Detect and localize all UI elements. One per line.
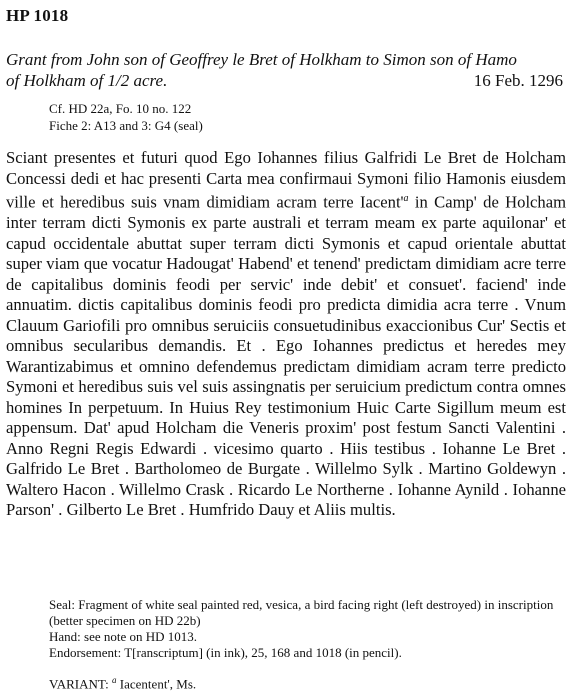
heading-line-1: Grant from John son of Geoffrey le Bret of Holkham to Simon son of Hamo (6, 50, 517, 69)
document-heading (6, 49, 563, 91)
variant-note (49, 672, 196, 692)
reference-line: Fiche 2: A13 and 3: G4 (seal) (49, 118, 203, 133)
document-date: 16 Feb. 1296 (473, 71, 563, 90)
seal-note: Seal: Fragment of white seal painted red, vesica, a bird facing right (left destroyed) in inscription (better specimen on HD 22b) (49, 597, 554, 628)
hand-note: Hand: see note on HD 1013. (49, 629, 198, 644)
heading-line-2: of Holkham of 1/2 acre. (6, 71, 168, 90)
charter-text-part: Sciant presentes et futuri quod Ego Iohannes filius Galfridi Le Bret de Holcham Concessi dedi et hac presenti Carta mea confirmaui Symoni filio Hamonis eiusdem ville et heredibus suis vnam dimidiam acram terre Iacent' (6, 148, 566, 212)
endorsement-note: Endorsement: T[ranscriptum] (in ink), 25, 168 and 1018 (in pencil). (49, 645, 402, 660)
charter-text (6, 148, 566, 521)
document-number: HP 1018 (6, 6, 69, 25)
reference-line: Cf. HD 22a, Fo. 10 no. 122 (49, 101, 192, 116)
variant-text: Iacentent', Ms. (116, 676, 197, 692)
notes (49, 597, 567, 661)
variant-label: VARIANT: (49, 676, 109, 692)
variant-note-marker: a (112, 675, 117, 685)
charter-text-part: in Camp' de Holcham inter terram dicti Symonis ex parte australi et terram meam ex parte aquilonar' et capud occidentale abuttat super terram dicti Symonis et capud orientale abuttat super viam que vocatur Hadougat' Habend' et tenend' predictam dimidiam acre terre de capitalibus dominis feodi per servic' inde debit' et consuet'. faciend' inde annuatim. dictis capitalibus dominis feodi pro predicta dimidia acra terre . Vnum Clauum Gariofili pro omnibus seruiciis consuetudinibus exaccionibus Cur' Sectis et omnibus secularibus demandis. Et . Ego Iohannes predictus et heredes mey Warantizabimus et omnino defendemus predictam dimidiam acram terre predicto Symoni et heredibus suis vel suis assingnatis per seruicium predictum contra omnes homines In perpetuum. In Huius Rey testimonium Huic Carte Sigillum meum est appensum. Dat' apud Holcham die Veneris proxim' post festum Sancti Valentini . Anno Regni Regis Edwardi . vicesimo quarto . Hiis testibus . Iohanne Le Bret . Galfrido Le Bret . Bartholomeo de Burgate . Willelmo Sylk . Martino Goldewyn . Waltero Hacon . Willelmo Crask . Ricardo Le Northerne . Iohanne Aynild . Iohanne Parson' . Gilberto Le Bret . Humfrido Dauy et Aliis multis. (6, 192, 566, 520)
charter-paragraph (6, 148, 566, 521)
variant-marker: a (403, 193, 409, 204)
references (49, 100, 203, 134)
